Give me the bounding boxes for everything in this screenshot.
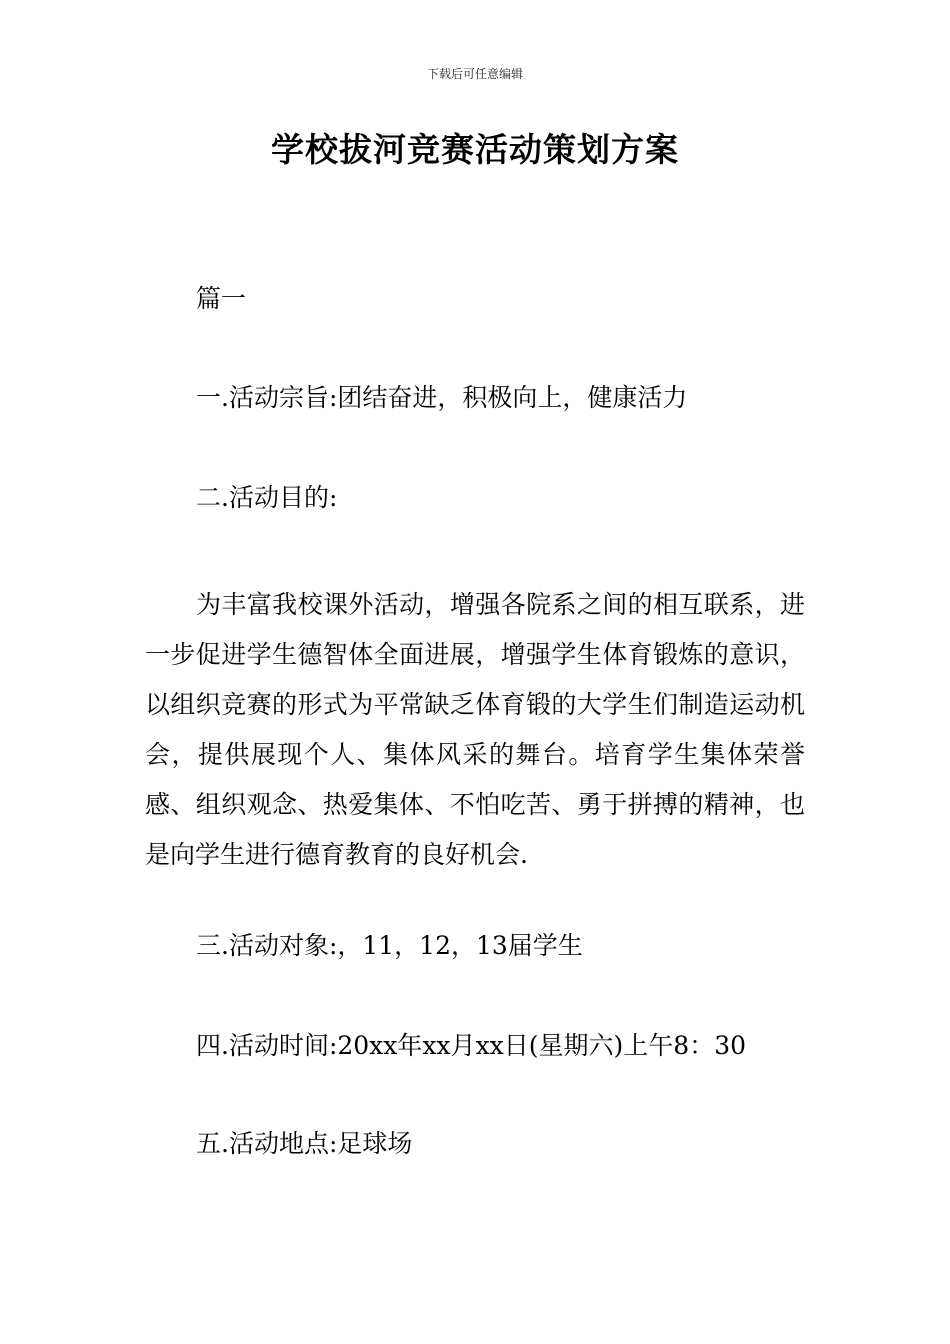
section-purpose: 一.活动宗旨:团结奋进，积极向上，健康活力 [196,383,688,412]
section-target: 三.活动对象:，11，12，13届学生 [196,931,583,960]
document-title: 学校拔河竞赛活动策划方案 [271,130,679,169]
section-time: 四.活动时间:20xx年xx月xx日(星期六)上午8：30 [196,1031,747,1060]
section-goal-body: 为丰富我校课外活动，增强各院系之间的相互联系，进一步促进学生德智体全面进展，增强学生体育锻炼的意识，以组织竞赛的形式为平常缺乏体育锻的大学生们制造运动机会，提供展现个人、集体风采的舞台。培育学生集体荣誉感、组织观念、热爱集体、不怕吃苦、勇于拼搏的精神，也是向学生进行德育教育的良好机会. [145,590,805,869]
section-location: 五.活动地点:足球场 [196,1129,413,1158]
section-goal-heading: 二.活动目的: [196,483,338,512]
part-label: 篇一 [196,284,247,313]
header-note: 下载后可任意编辑 [426,67,523,81]
